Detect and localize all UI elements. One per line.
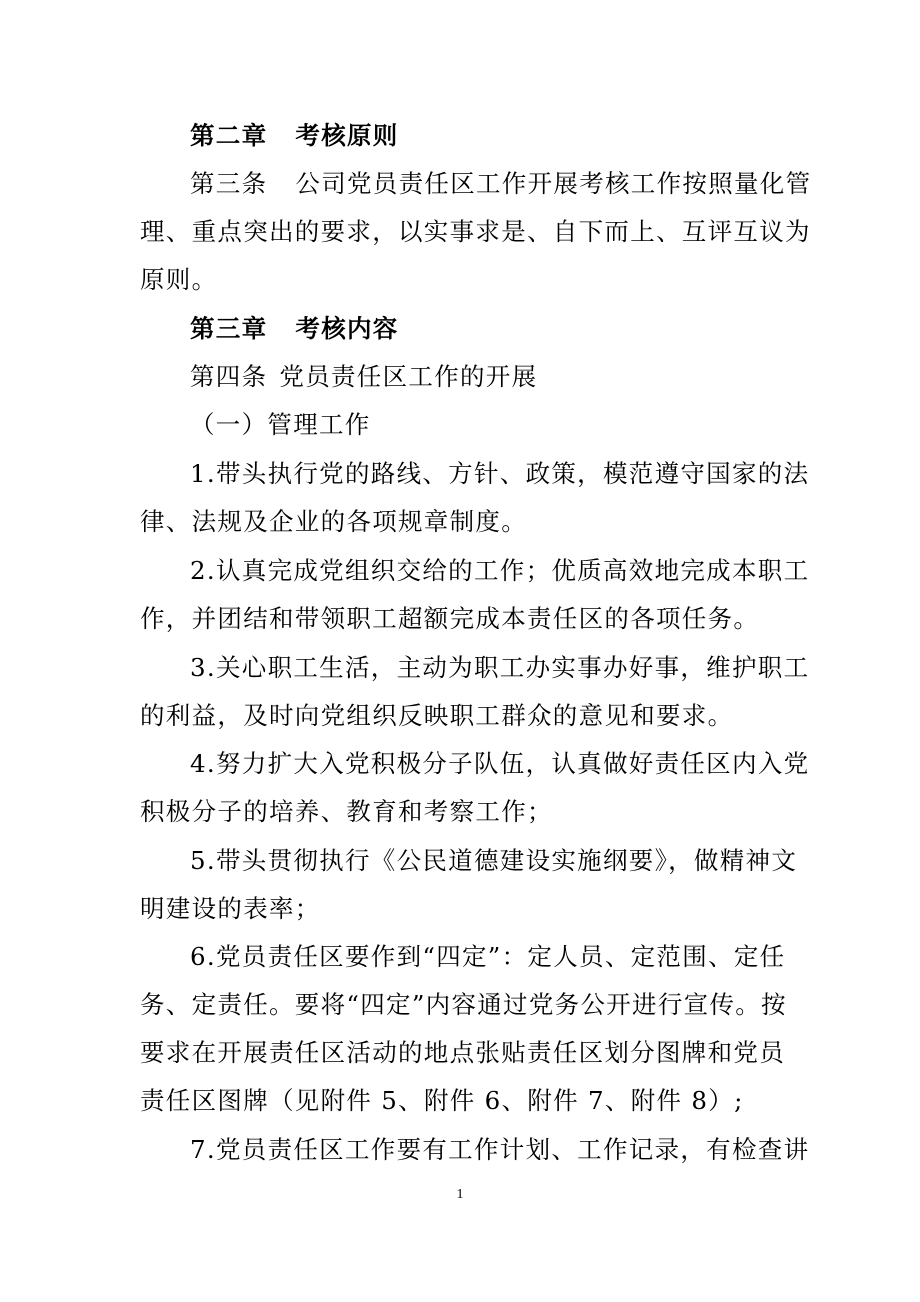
list-item-line: 律、法规及企业的各项规章制度。: [140, 507, 527, 536]
list-item-line: 的利益，及时向党组织反映职工群众的意见和要求。: [140, 701, 734, 730]
page-number: 1: [456, 1187, 464, 1202]
list-item-line: 2.认真完成党组织交给的工作；优质高效地完成本职工: [190, 556, 810, 585]
article-text: 公司党员责任区工作开展考核工作按照量化管: [295, 169, 812, 198]
section-heading: （一）管理工作: [190, 410, 371, 439]
list-item-line: 作，并团结和带领职工超额完成本责任区的各项任务。: [140, 604, 760, 633]
chapter-number: 第三章: [190, 314, 268, 343]
text-line: 理、重点突出的要求，以实事求是、自下而上、互评互议为: [140, 217, 811, 246]
article-number: 第三条: [190, 169, 268, 198]
text-line: 原则。: [140, 265, 218, 294]
article-title: 党员责任区工作的开展: [279, 362, 538, 391]
list-item-line: 5.带头贯彻执行《公民道德建设实施纲要》，做精神文: [190, 846, 798, 875]
chapter-title: 考核内容: [295, 314, 399, 343]
chapter-title: 考核原则: [295, 121, 399, 150]
list-item-line: 务、定责任。要将“四定”内容通过党务公开进行宣传。按: [140, 990, 787, 1019]
article-line: [190, 361, 537, 393]
list-item-line: 明建设的表率；: [140, 894, 321, 923]
list-item-line: 1.带头执行党的路线、方针、政策，模范遵守国家的法: [190, 459, 810, 488]
list-item-line: 7.党员责任区工作要有工作计划、工作记录，有检查讲: [190, 1135, 810, 1164]
list-item-line: 责任区图牌（见附件 5、附件 6、附件 7、附件 8）;: [140, 1086, 744, 1115]
chapter-heading: [190, 313, 399, 345]
article-number: 第四条: [190, 362, 268, 391]
list-item-line: 4.努力扩大入党积极分子队伍，认真做好责任区内入党: [190, 749, 810, 778]
list-item-line: 6.党员责任区要作到“四定”：定人员、定范围、定任: [190, 942, 786, 971]
chapter-number: 第二章: [190, 121, 268, 150]
list-item-line: 3.关心职工生活，主动为职工办实事办好事，维护职工: [190, 653, 810, 682]
article-line: [190, 168, 811, 200]
list-item-line: 要求在开展责任区活动的地点张贴责任区划分图牌和党员: [140, 1038, 785, 1067]
chapter-heading: [190, 120, 399, 152]
list-item-line: 积极分子的培养、教育和考察工作；: [140, 797, 553, 826]
